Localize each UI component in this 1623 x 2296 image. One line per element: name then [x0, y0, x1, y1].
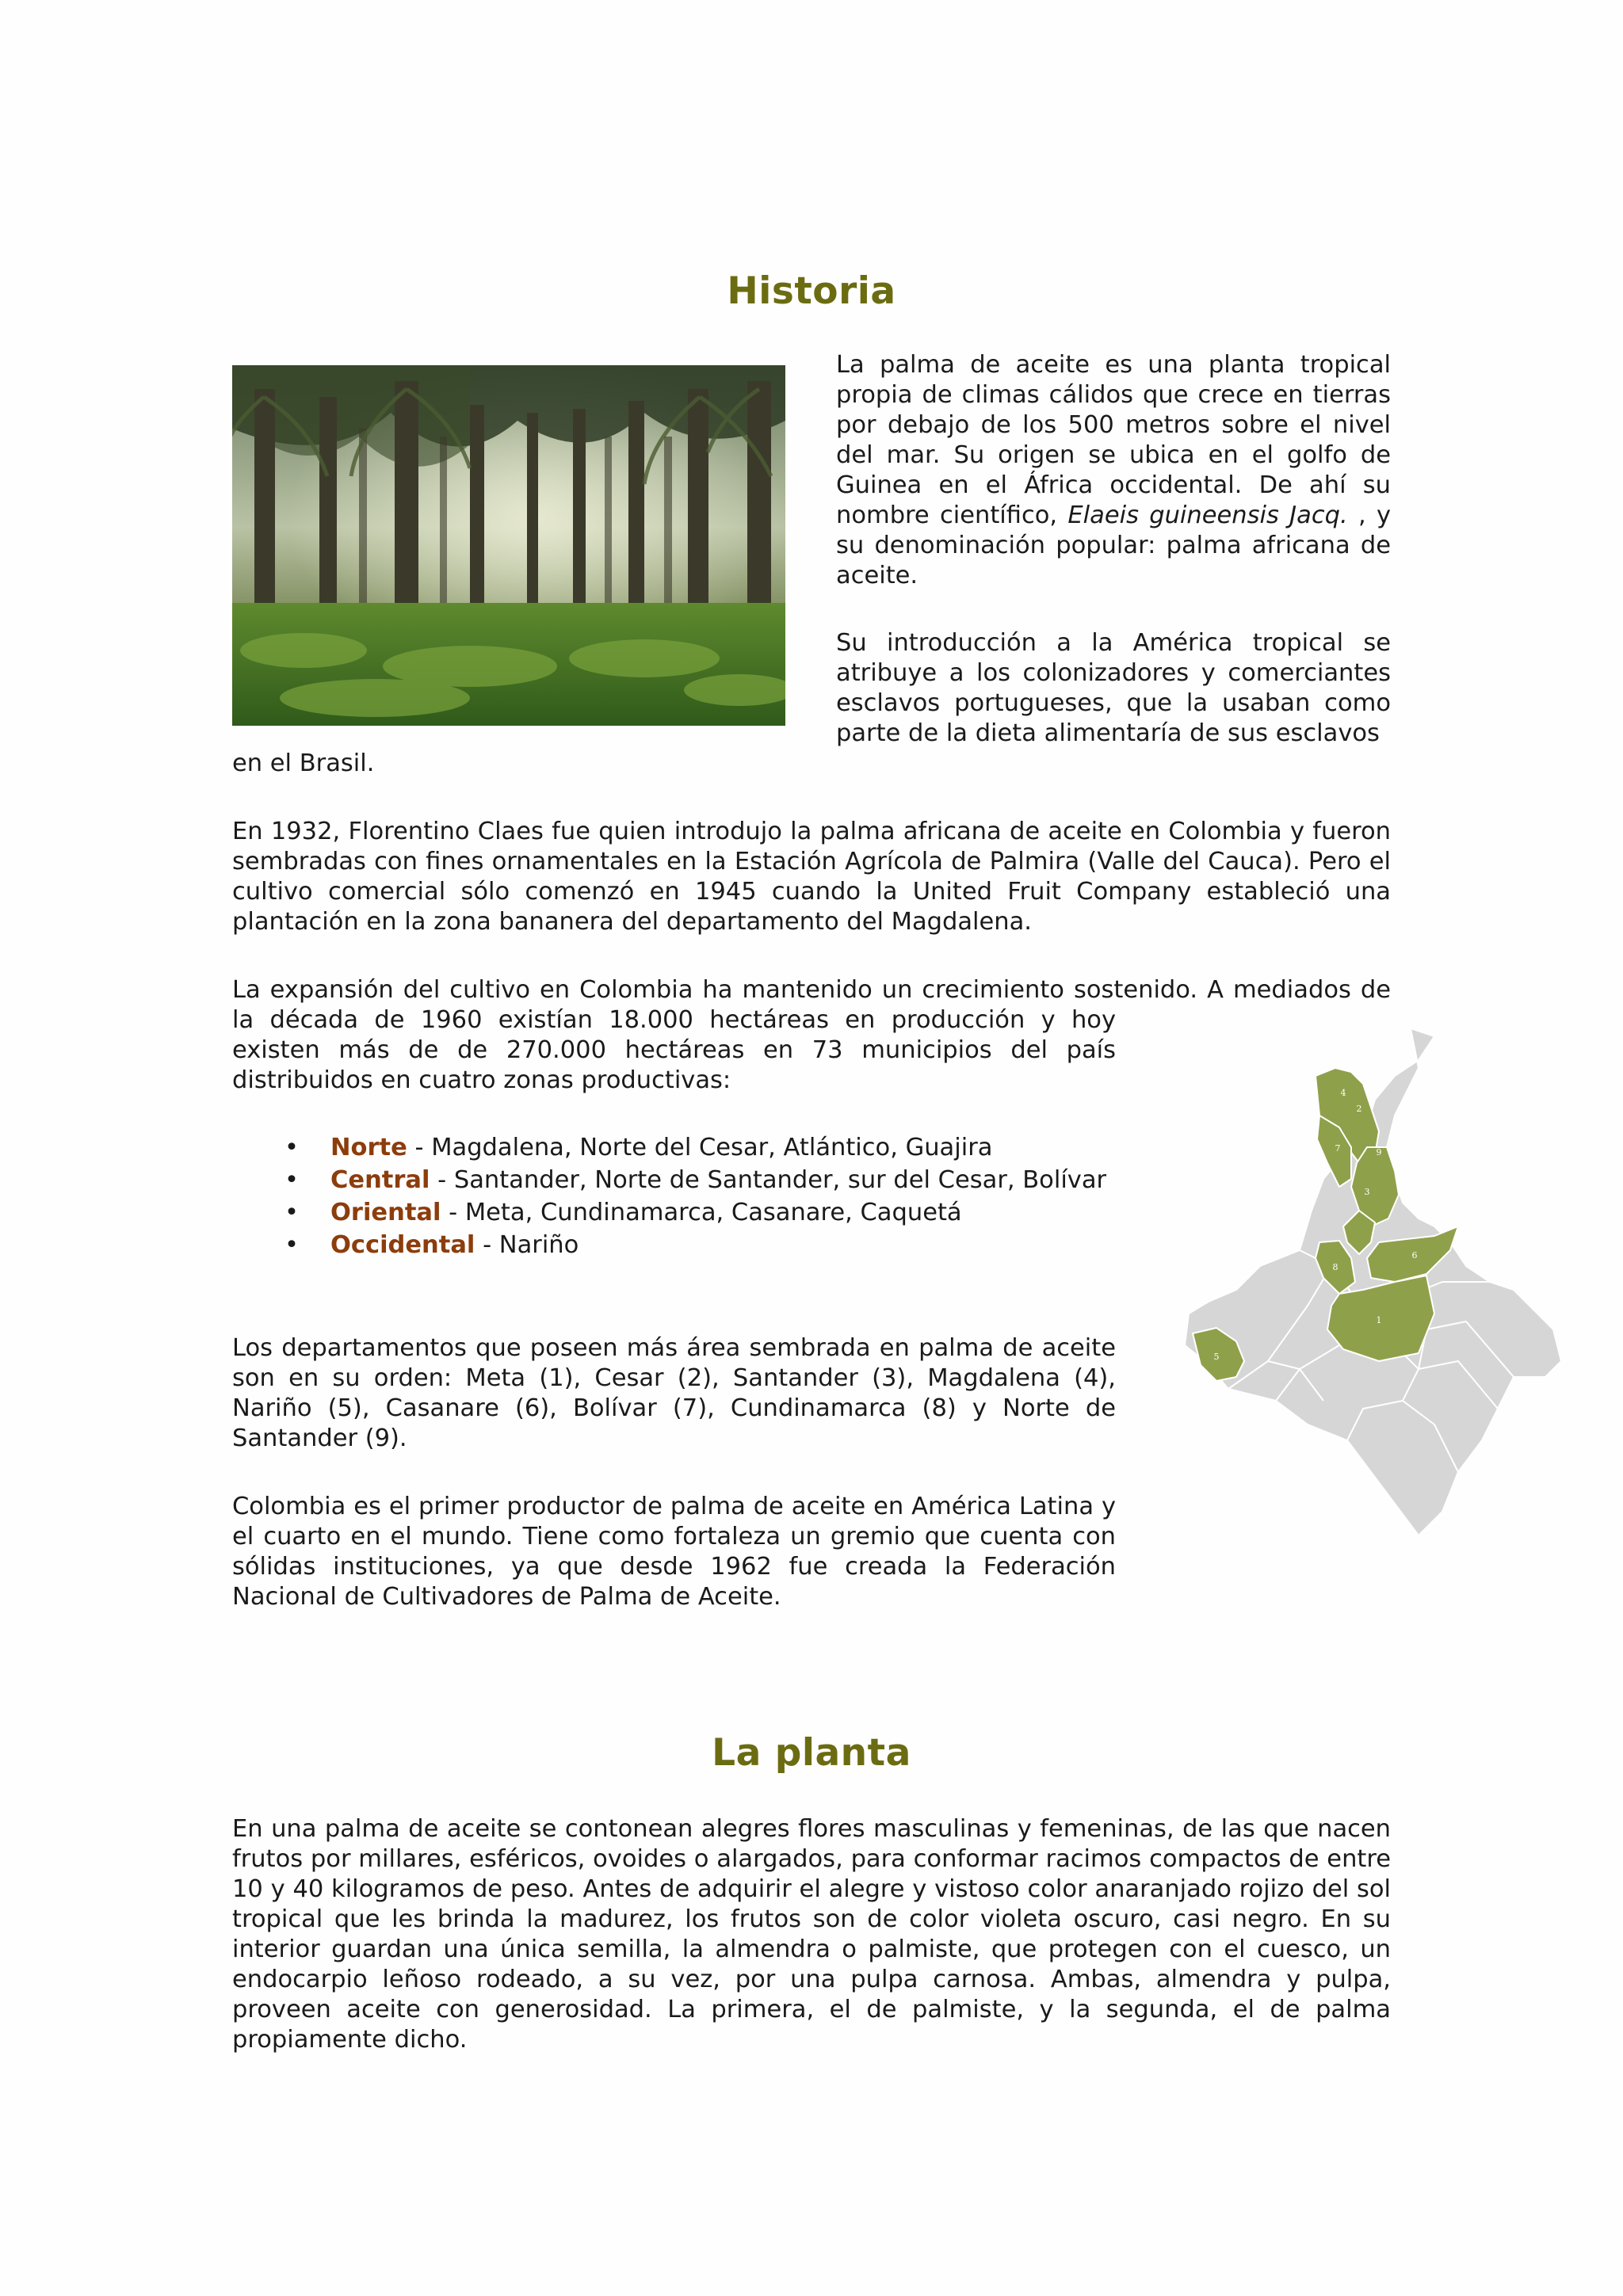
zone-name: Norte [330, 1134, 407, 1161]
paragraph-colombia: Colombia es el primer productor de palma de aceite en América Latina y el cuarto en el mundo. Tiene como fortaleza un gremio que cuenta con sólidas instituciones, ya que desde 1962 fue creada la Federación Nacional de Cultivadores de Palma de Aceite. [232, 1493, 1116, 1611]
zone-desc: - Santander, Norte de Santander, sur del Cesar, Bolívar [430, 1166, 1107, 1194]
map-label: 3 [1364, 1187, 1370, 1197]
map-label: 5 [1213, 1352, 1220, 1362]
list-item [232, 1230, 1116, 1261]
map-label: 4 [1340, 1088, 1346, 1098]
map-label: 8 [1332, 1262, 1338, 1272]
zone-name: Oriental [330, 1199, 441, 1226]
paragraph-planta: En una palma de aceite se contonean alegres flores masculinas y femeninas, de las que nacen frutos por millares, esféricos, ovoides o alargados, para conformar racimos compactos de entre 10 y 40 kilogramos de peso. Antes de adquirir el alegre y vistoso color anaranjado rojizo del sol tropical que les brinda la madurez, los frutos son de color violeta oscuro, casi negro. En su interior guardan una única semilla, la almendra o palmiste, que protegen con el cuesco, un endocarpio leñoso rodeado, a su vez, por una pulpa carnosa. Ambas, almendra y pulpa, proveen aceite con generosidad. La primera, el de palmiste, y la segunda, el de palma propiamente dicho. [232, 1815, 1391, 2054]
zone-desc: - Nariño [475, 1231, 579, 1259]
historia-intro-p2: Su introducción a la América tropical se atribuye a los colonizadores y comerciantes esclavos portugueses, que la usaban como parte de la dieta alimentaría de sus esclavos [836, 629, 1391, 747]
map-label: 2 [1356, 1104, 1362, 1114]
list-item [232, 1133, 1116, 1163]
zone-name: Occidental [330, 1231, 475, 1259]
map-label: 1 [1376, 1315, 1382, 1325]
productive-zones-list [232, 1133, 1116, 1261]
bullet: • [285, 1199, 299, 1226]
bullet: • [285, 1134, 299, 1161]
planta-title: La planta [712, 1731, 911, 1775]
paragraph-1932: En 1932, Florentino Claes fue quien introdujo la palma africana de aceite en Colombia y fueron sembradas con fines ornamentales en la Estación Agrícola de Palmira (Valle del Cauca). Pero el cultivo comercial sólo comenzó en 1945 cuando la United Fruit Company estableció una plantación en la zona bananera del departamento del Magdalena. [232, 818, 1391, 936]
paragraph-expansion-line1: La expansión del cultivo en Colombia ha mantenido un crecimiento sostenido. A mediados de [232, 976, 1391, 1004]
zone-desc: - Magdalena, Norte del Cesar, Atlántico, Guajira [407, 1134, 993, 1161]
intro-text-b: , y su denominación popular: palma africana de aceite. [836, 502, 1391, 589]
intro-text-a: La palma de aceite es una planta tropical propia de climas cálidos que crece en tierras por debajo de los 500 metros sobre el nivel del mar. Su origen se ubica en el golfo de Guinea en el África occidental. De ahí su nombre científico, [836, 351, 1391, 529]
historia-intro-p2-tail: en el Brasil. [232, 749, 375, 777]
scientific-name: Elaeis guineensis Jacq. [1067, 502, 1348, 529]
map-label: 6 [1411, 1250, 1418, 1261]
bullet: • [285, 1166, 299, 1194]
paragraph-departamentos: Los departamentos que poseen más área sembrada en palma de aceite son en su orden: Meta (1), Cesar (2), Santander (3), Magdalena (4), Nariño (5), Casanare (6), Bolívar (7), Cundinamarca (8) y Norte de Santander (9). [232, 1334, 1116, 1452]
map-label: 7 [1335, 1143, 1341, 1154]
zone-name: Central [330, 1166, 430, 1194]
list-item [232, 1165, 1116, 1196]
list-item [232, 1198, 1116, 1228]
paragraph-expansion-rest: la década de 1960 existían 18.000 hectáreas en producción y hoy existen más de de 270.000 hectáreas en 73 municipios del país distribuidos en cuatro zonas productivas: [232, 1006, 1116, 1094]
historia-title: Historia [727, 269, 896, 313]
colombia-palm-map [1181, 1028, 1569, 1543]
bullet: • [285, 1231, 299, 1259]
map-label: 9 [1376, 1147, 1382, 1158]
zone-desc: - Meta, Cundinamarca, Casanare, Caquetá [441, 1199, 962, 1226]
historia-intro-p1 [836, 350, 1391, 591]
palm-plantation-photo [232, 365, 785, 726]
